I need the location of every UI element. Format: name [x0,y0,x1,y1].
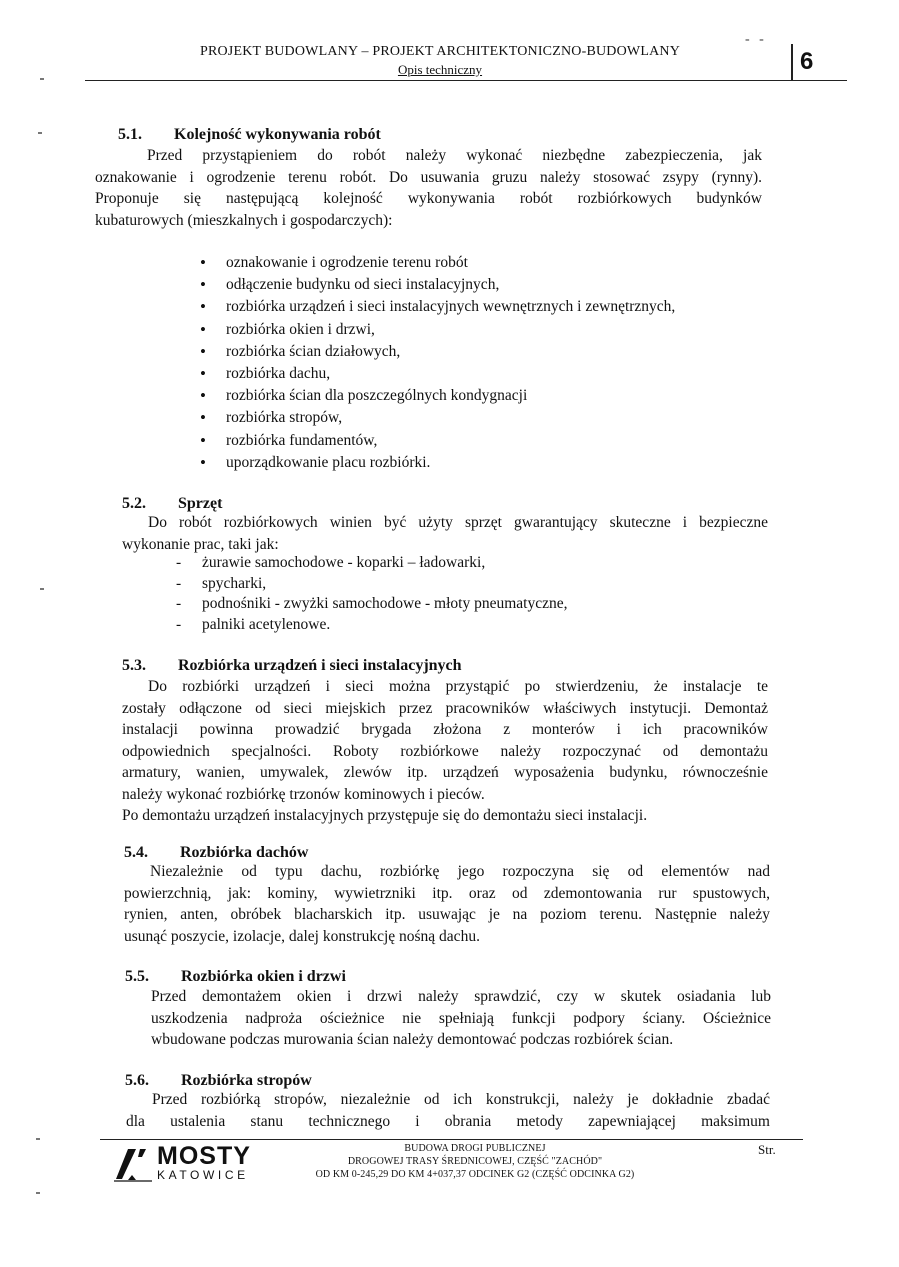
list-item: - spycharki, [174,574,734,595]
paragraph-line: wykonanie prac, taki jak: [122,535,279,553]
section-heading [122,495,222,513]
dash-list [174,553,734,636]
footer-line-2: DROGOWEJ TRASY ŚREDNICOWEJ, CZĘŚĆ "ZACHÓD" [347,1156,603,1167]
list-item: • rozbiórka fundamentów, [198,430,798,452]
paragraph-line: Proponuje się następującą kolejność wykonywania robót rozbiórkowych budynków [95,190,762,207]
section-title: Kolejność wykonywania robót [174,126,381,143]
paragraph-line: odpowiednich specjalności. Roboty rozbiórkowe należy rozpoczynać od demontażu [122,742,768,760]
scan-dash-mark: - - [745,32,767,47]
paragraph-line: dla ustalenia stanu technicznego i obrania metody zapewniającej maksimum [126,1112,770,1130]
section-number: 5.3. [122,657,146,674]
scan-speck [36,1192,40,1194]
section-title: Rozbiórka dachów [180,844,309,861]
footer-line-3: OD KM 0-245,29 DO KM 4+037,37 ODCINEK G2 (CZĘŚĆ ODCINKA G2) [315,1169,635,1180]
logo-name: MOSTY [157,1142,251,1170]
section-paragraph [151,986,771,1051]
logo-city: KATOWICE [157,1168,249,1182]
section-number: 5.2. [122,495,146,512]
list-item: • odłączenie budynku od sieci instalacyjnych, [198,274,798,296]
paragraph-line: Przed demontażem okien i drzwi należy sprawdzić, czy w skutek osiadania lub [151,988,771,1005]
section-paragraph [95,145,762,231]
list-item: - palniki acetylenowe. [174,615,734,636]
section-paragraph [122,676,768,827]
section-number: 5.1. [118,126,142,143]
section-number: 5.4. [124,844,148,861]
paragraph-line: Przed przystąpieniem do robót należy wykonać niezbędne zabezpieczenia, jak [147,147,762,164]
scan-speck [40,588,44,590]
list-item: • rozbiórka ścian dla poszczególnych kondygnacji [198,385,798,407]
paragraph-line: usunąć poszycie, izolacje, dalej konstrukcję nośną dachu. [124,927,480,945]
section-title: Rozbiórka stropów [181,1072,312,1089]
paragraph-line: zostały odłączone od sieci miejskich przez pracowników właściwych instytucji. Demontaż [122,699,768,717]
paragraph-line: Niezależnie od typu dachu, rozbiórkę jego rozpoczyna się od elementów nad [150,863,770,880]
section-title: Rozbiórka urządzeń i sieci instalacyjnych [178,657,462,674]
section-heading [122,657,462,675]
document-header-title: PROJEKT BUDOWLANY – PROJEKT ARCHITEKTONICZNO-BUDOWLANY [199,44,681,59]
section-heading [124,844,308,862]
list-item: • rozbiórka okien i drzwi, [198,319,798,341]
section-heading [125,1072,312,1090]
list-item: • uporządkowanie placu rozbiórki. [198,452,798,474]
footer-project-info [290,1142,660,1181]
paragraph-line: rynien, anten, obróbek blacharskich itp. usuwając je na poziom terenu. Następnie należy [124,906,770,923]
page-number: 6 [800,48,814,75]
paragraph-line: Do robót rozbiórkowych winien być użyty sprzęt gwarantujący skuteczne i bezpieczne [148,514,768,531]
paragraph-line: armatury, wanien, umywalek, zlewów itp. urządzeń wyposażenia budynku, równocześnie [122,764,768,781]
section-title: Sprzęt [178,495,223,512]
header-rule [85,80,847,81]
document-header-subtitle: Opis techniczny [397,62,483,77]
section-number: 5.5. [125,968,149,985]
section-paragraph [122,512,768,555]
page-number-divider [791,44,793,80]
paragraph-line: Do rozbiórki urządzeń i sieci można przystąpić po stwierdzeniu, że instalacje te [148,678,768,695]
list-item: • rozbiórka ścian działowych, [198,341,798,363]
section-paragraph [126,1089,770,1132]
paragraph-line: instalacji powinna prowadzić brygada złożona z monterów i ich pracowników [122,721,768,738]
paragraph-line: Po demontażu urządzeń instalacyjnych przystępuje się do demontażu sieci instalacji. [122,807,648,824]
section-title: Rozbiórka okien i drzwi [181,968,346,985]
paragraph-line: wbudowane podczas murowania ścian należy demontować podczas rozbiórek ścian. [151,1031,674,1048]
bullet-list [198,252,798,474]
scan-speck [40,78,44,80]
footer-line-1: BUDOWA DROGI PUBLICZNEJ [404,1143,546,1154]
scan-speck [38,132,42,134]
list-item: • rozbiórka urządzeń i sieci instalacyjnych wewnętrznych i zewnętrznych, [198,296,798,318]
paragraph-line: kubaturowych (mieszkalnych i gospodarczych): [95,211,393,229]
scan-speck [36,1138,40,1140]
list-item: - podnośniki - zwyżki samochodowe - młoty pneumatyczne, [174,594,734,615]
paragraph-line: Przed rozbiórką stropów, niezależnie od ich konstrukcji, należy je dokładnie zbadać [152,1091,770,1108]
paragraph-line: należy wykonać rozbiórkę trzonów kominowych i pieców. [122,785,485,803]
paragraph-line: oznakowanie i ogrodzenie terenu robót. Do usuwania gruzu należy stosować zsypy (rynny). [95,168,762,186]
list-item: • rozbiórka dachu, [198,363,798,385]
list-item: • oznakowanie i ogrodzenie terenu robót [198,252,798,274]
section-number: 5.6. [125,1072,149,1089]
footer-rule [100,1139,803,1140]
list-item: - żurawie samochodowe - koparki – ładowarki, [174,553,734,574]
section-heading [118,126,381,144]
section-heading [125,968,346,986]
mosty-logo-icon [114,1147,154,1188]
section-paragraph [124,861,770,947]
footer-page-label: Str. [758,1142,776,1157]
paragraph-line: powierzchnią, jak: kominy, wywietrzniki itp. oraz od zdemontowania rur spustowych, [124,884,770,902]
list-item: • rozbiórka stropów, [198,407,798,429]
paragraph-line: uszkodzenia nadproża ościeżnice nie spełniają funkcji podpory ściany. Ościeżnice [151,1009,771,1027]
